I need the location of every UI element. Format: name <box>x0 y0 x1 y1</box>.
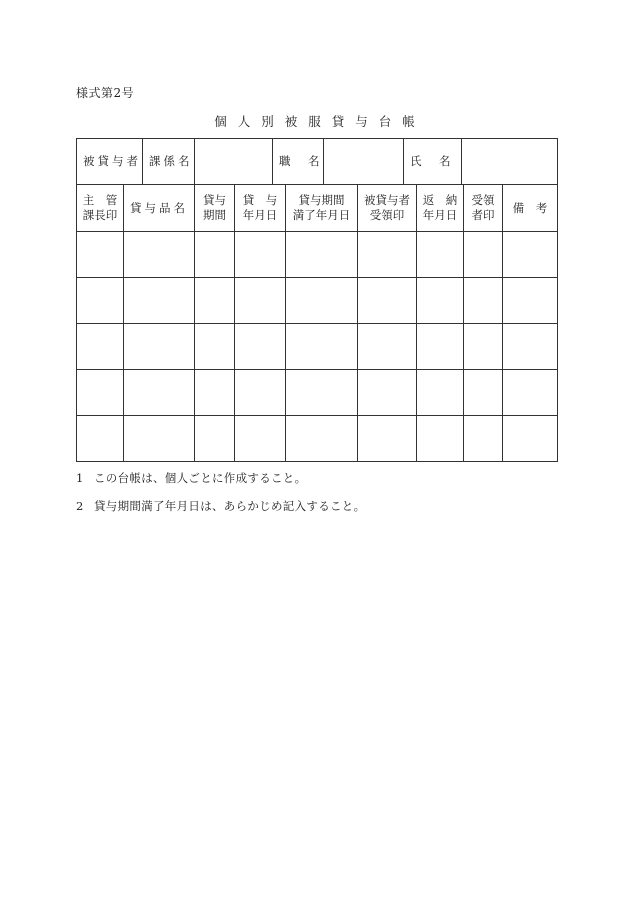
table-cell[interactable] <box>358 278 417 324</box>
position-value-field[interactable] <box>324 139 404 185</box>
table-cell[interactable] <box>286 232 358 278</box>
note-number: 1 <box>76 471 84 485</box>
column-header-loan-period: 貸与 期間 <box>195 185 235 232</box>
table-cell[interactable] <box>195 232 235 278</box>
table-cell[interactable] <box>358 370 417 416</box>
section-value-field[interactable] <box>195 139 273 185</box>
column-header-receiver-seal: 受領 者印 <box>464 185 503 232</box>
table-row <box>77 370 558 416</box>
name-value-field[interactable] <box>462 139 558 185</box>
table-cell[interactable] <box>286 416 358 462</box>
table-cell[interactable] <box>286 278 358 324</box>
table-cell[interactable] <box>77 370 124 416</box>
table-cell[interactable] <box>124 370 195 416</box>
loan-ledger-table <box>76 184 558 462</box>
table-row <box>77 278 558 324</box>
column-header-loan-date: 貸 与 年月日 <box>235 185 286 232</box>
table-cell[interactable] <box>503 370 558 416</box>
page-title: 個人別被服貸与台帳 <box>214 114 426 129</box>
name-label: 氏 名 <box>404 139 462 185</box>
table-row <box>77 232 558 278</box>
table-cell[interactable] <box>464 416 503 462</box>
table-row <box>77 324 558 370</box>
table-cell[interactable] <box>503 232 558 278</box>
table-cell[interactable] <box>235 278 286 324</box>
note-item <box>76 470 306 486</box>
column-header-return-date: 返 納 年月日 <box>417 185 464 232</box>
table-cell[interactable] <box>195 278 235 324</box>
position-label: 職 名 <box>273 139 324 185</box>
table-cell[interactable] <box>464 232 503 278</box>
table-cell[interactable] <box>124 278 195 324</box>
column-header-remarks: 備 考 <box>503 185 558 232</box>
table-cell[interactable] <box>417 370 464 416</box>
table-cell[interactable] <box>195 416 235 462</box>
table-cell[interactable] <box>286 370 358 416</box>
table-cell[interactable] <box>417 278 464 324</box>
table-cell[interactable] <box>124 416 195 462</box>
column-header-row <box>77 185 558 232</box>
table-cell[interactable] <box>195 324 235 370</box>
form-number: 様式第2号 <box>76 86 135 100</box>
column-header-item-name: 貸与品名 <box>124 185 195 232</box>
section-label: 課係名 <box>143 139 195 185</box>
note-item <box>76 498 365 514</box>
borrower-label: 被貸与者 <box>77 139 143 185</box>
column-header-expiry-date: 貸与期間 満了年月日 <box>286 185 358 232</box>
table-cell[interactable] <box>417 324 464 370</box>
note-number: 2 <box>76 499 84 513</box>
table-cell[interactable] <box>358 324 417 370</box>
table-row <box>77 416 558 462</box>
table-cell[interactable] <box>235 370 286 416</box>
table-cell[interactable] <box>464 324 503 370</box>
table-cell[interactable] <box>235 324 286 370</box>
table-cell[interactable] <box>124 324 195 370</box>
note-text: 貸与期間満了年月日は、あらかじめ記入すること。 <box>94 499 366 513</box>
table-cell[interactable] <box>286 324 358 370</box>
table-cell[interactable] <box>464 278 503 324</box>
table-cell[interactable] <box>503 278 558 324</box>
table-cell[interactable] <box>235 416 286 462</box>
table-cell[interactable] <box>77 278 124 324</box>
column-header-borrower-receipt-seal: 被貸与者 受領印 <box>358 185 417 232</box>
table-cell[interactable] <box>358 416 417 462</box>
table-cell[interactable] <box>77 416 124 462</box>
table-cell[interactable] <box>358 232 417 278</box>
note-text: この台帳は、個人ごとに作成すること。 <box>94 471 307 485</box>
borrower-header-table <box>76 138 558 185</box>
table-cell[interactable] <box>503 416 558 462</box>
table-cell[interactable] <box>417 416 464 462</box>
table-cell[interactable] <box>77 324 124 370</box>
table-cell[interactable] <box>464 370 503 416</box>
table-cell[interactable] <box>195 370 235 416</box>
table-cell[interactable] <box>77 232 124 278</box>
table-cell[interactable] <box>417 232 464 278</box>
table-cell[interactable] <box>503 324 558 370</box>
table-cell[interactable] <box>124 232 195 278</box>
column-header-manager-seal: 主 管 課長印 <box>77 185 124 232</box>
table-cell[interactable] <box>235 232 286 278</box>
